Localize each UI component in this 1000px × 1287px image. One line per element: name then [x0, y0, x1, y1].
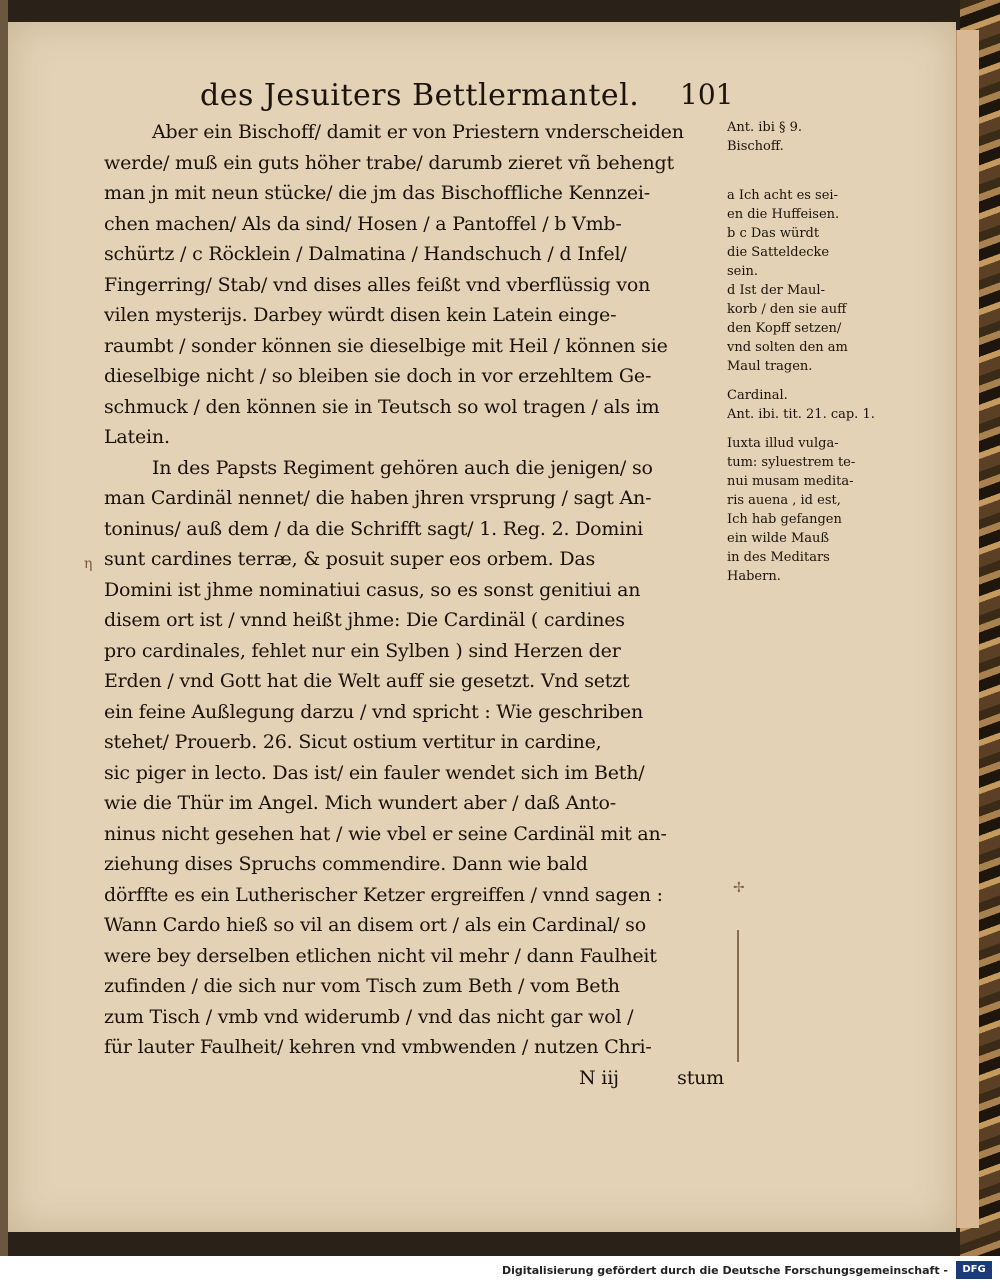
- text-line: Aber ein Bischoff/ damit er von Priestern vnderscheiden: [152, 121, 684, 143]
- text-line: ninus nicht gesehen hat / wie vbel er seine Cardinäl mit an-: [104, 822, 667, 845]
- margin-note: korb / den sie auff: [727, 302, 847, 317]
- text-line: sunt cardines terræ, & posuit super eos orbem. Das: [104, 548, 596, 570]
- page-number: 101: [680, 78, 734, 111]
- body-text: [104, 117, 724, 1093]
- text-line: disem ort ist / vnnd heißt jhme: Die Cardinäl ( cardines: [104, 609, 625, 631]
- running-head: des Jesuiters Bettlermantel.: [200, 78, 640, 113]
- text-line: zufinden / die sich nur vom Tisch zum Beth / vom Beth: [104, 975, 620, 997]
- margin-note: Ant. ibi § 9.: [727, 120, 803, 135]
- text-line: toninus/ auß dem / da die Schrifft sagt/ 1. Reg. 2. Domini: [104, 517, 644, 540]
- margin-note: vnd solten den am: [727, 340, 848, 355]
- margin-note: Ant. ibi. tit. 21. cap. 1.: [727, 407, 875, 422]
- margin-note: Ich hab gefangen: [727, 512, 842, 527]
- margin-mark: η: [84, 556, 93, 572]
- text-line: Fingerring/ Stab/ vnd dises alles feißt vnd vberflüssig von: [104, 273, 651, 296]
- text-line: schmuck / den können sie in Teutsch so wol tragen / als im: [104, 395, 660, 418]
- margin-note: Bischoff.: [727, 139, 784, 154]
- margin-note: die Satteldecke: [727, 245, 830, 260]
- text-line: Domini ist jhme nominatiui casus, so es sonst genitiui an: [104, 578, 641, 601]
- text-line: für lauter Faulheit/ kehren vnd vmbwenden / nutzen Chri-: [104, 1036, 652, 1058]
- footer-bar: [0, 1256, 1000, 1287]
- text-line: were bey derselben etlichen nicht vil mehr / dann Faulheit: [104, 944, 657, 967]
- text-line: schürtz / c Röcklein / Dalmatina / Handschuch / d Infel/: [104, 243, 627, 265]
- margin-note: tum: syluestrem te-: [727, 455, 856, 470]
- note-gap: [727, 166, 899, 176]
- page-header: [200, 78, 734, 118]
- text-line: chen machen/ Als da sind/ Hosen / a Pantoffel / b Vmb-: [104, 212, 622, 235]
- margin-note: den Kopff setzen/: [727, 321, 842, 336]
- text-line: Erden / vnd Gott hat die Welt auff sie gesetzt. Vnd setzt: [104, 670, 630, 692]
- text-line: werde/ muß ein guts höher trabe/ darumb zieret vñ behengt: [104, 151, 674, 174]
- text-line: ein feine Außlegung darzu / vnd spricht : Wie geschriben: [104, 700, 644, 723]
- margin-note: d Ist der Maul-: [727, 283, 825, 298]
- note-gap: [727, 424, 899, 434]
- text-line: dieselbige nicht / so bleiben sie doch in vor erzehltem Ge-: [104, 365, 652, 387]
- note-gap: [727, 376, 899, 386]
- text-line: wie die Thür im Angel. Mich wundert aber / daß Anto-: [104, 792, 616, 814]
- note-gap: [727, 176, 899, 186]
- text-line: man Cardinäl nennet/ die haben jhren vrsprung / sagt An-: [104, 487, 652, 509]
- margin-note: Habern.: [727, 569, 781, 584]
- margin-note: b c Das würdt: [727, 226, 820, 241]
- text-line: dörffte es ein Lutherischer Ketzer ergreiffen / vnnd sagen :: [104, 883, 663, 906]
- text-line: pro cardinales, fehlet nur ein Sylben ) sind Herzen der: [104, 639, 621, 662]
- text-line: Wann Cardo hieß so vil an disem ort / als ein Cardinal/ so: [104, 914, 646, 936]
- text-line: ziehung dises Spruchs commendire. Dann wie bald: [104, 853, 588, 875]
- signature-line: N iij stum: [579, 1066, 724, 1089]
- page-edge: [956, 30, 979, 1228]
- left-strip: [0, 0, 8, 1256]
- margin-bracket: [727, 930, 739, 1062]
- text-line: Latein.: [104, 426, 170, 448]
- margin-note: a Ich acht es sei-: [727, 188, 838, 203]
- dfg-logo: DFG: [956, 1261, 992, 1279]
- margin-note: Cardinal.: [727, 388, 788, 403]
- ink-mark: ✢: [733, 880, 745, 896]
- margin-notes: [727, 118, 899, 586]
- note-gap: [727, 156, 899, 166]
- margin-note: sein.: [727, 264, 759, 279]
- text-line: zum Tisch / vmb vnd widerumb / vnd das nicht gar wol /: [104, 1005, 634, 1028]
- margin-note: nui musam medita-: [727, 474, 854, 489]
- text-line: man jn mit neun stücke/ die jm das Bischoffliche Kennzei-: [104, 182, 651, 204]
- margin-note: Iuxta illud vulga-: [727, 436, 839, 451]
- text-line: sic piger in lecto. Das ist/ ein fauler wendet sich im Beth/: [104, 761, 645, 784]
- text-line: vilen mysterijs. Darbey würdt disen kein Latein einge-: [104, 304, 617, 326]
- text-line: stehet/ Prouerb. 26. Sicut ostium vertitur in cardine,: [104, 731, 602, 753]
- margin-note: Maul tragen.: [727, 359, 813, 374]
- text-line: raumbt / sonder können sie dieselbige mit Heil / können sie: [104, 334, 668, 357]
- margin-note: ein wilde Mauß: [727, 531, 830, 546]
- margin-note: en die Huffeisen.: [727, 207, 840, 222]
- margin-note: ris auena , id est,: [727, 493, 841, 508]
- margin-note: in des Meditars: [727, 550, 830, 565]
- funding-text: Digitalisierung gefördert durch die Deutsche Forschungsgemeinschaft -: [501, 1264, 948, 1277]
- text-line: In des Papsts Regiment gehören auch die jenigen/ so: [152, 456, 653, 479]
